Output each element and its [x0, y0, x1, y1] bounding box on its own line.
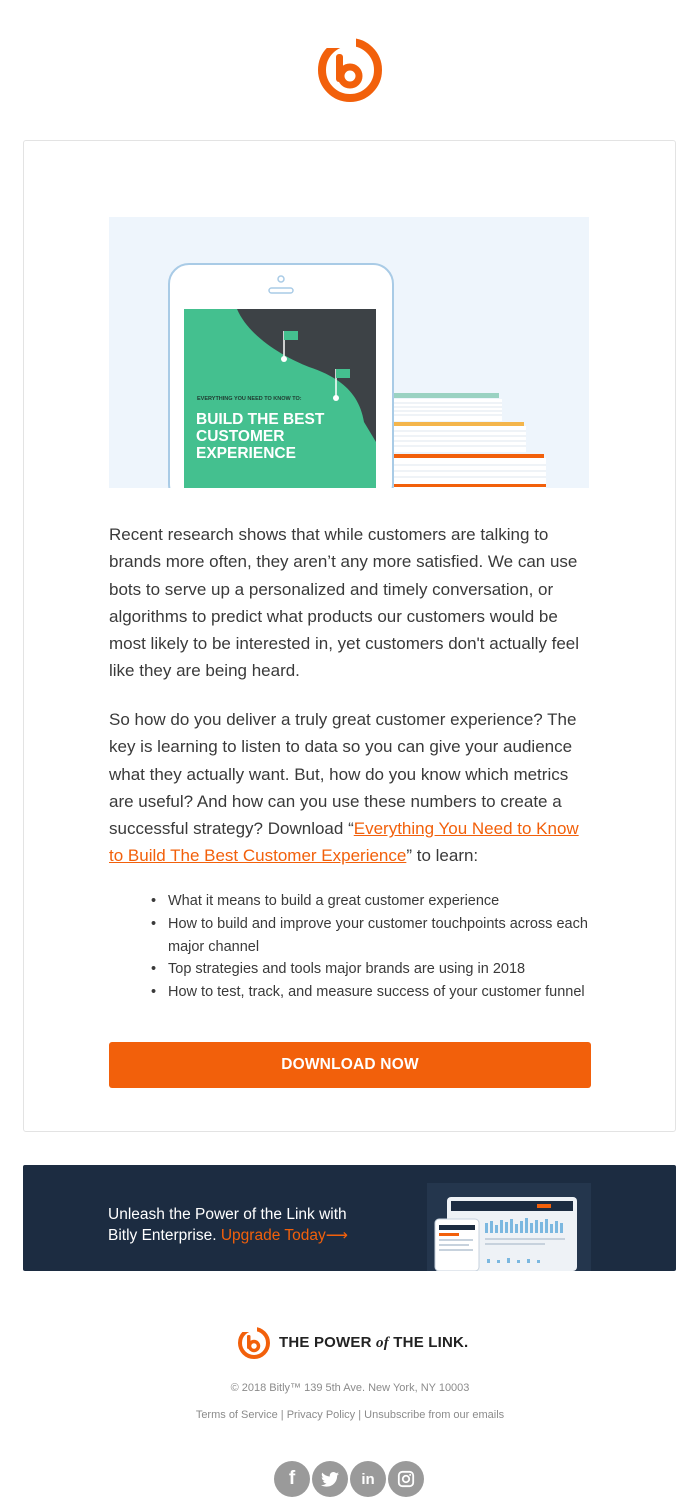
download-paragraph-text: So how do you deliver a truly great customer experience? The key is learning to listen to data so you can give your audience what they actually want. But, how do you know which metrics are useful? And how can you use these numbers to create a successful strategy? Download “ [109, 710, 577, 839]
download-now-button[interactable]: DOWNLOAD NOW [109, 1042, 591, 1088]
dashboard-screenshot [427, 1183, 591, 1271]
facebook-glyph: f [288, 1468, 296, 1489]
linkedin-icon[interactable] [350, 1461, 386, 1497]
link-separator: | [355, 1409, 365, 1421]
upgrade-today-link[interactable]: Upgrade Today⟶ [220, 1227, 348, 1244]
hero-title-line-1: BUILD THE BEST [196, 411, 325, 428]
list-item: • What it means to build a great customer experience [151, 890, 591, 913]
footer-logo[interactable] [237, 1326, 468, 1360]
copyright: © 2018 Bitly™ 139 5th Ave. New York, NY 10003 [230, 1382, 470, 1394]
tagline-part-2: THE LINK. [393, 1334, 469, 1351]
footer-links [0, 1409, 700, 1421]
privacy-policy-link[interactable]: Privacy Policy [286, 1409, 356, 1421]
tagline [279, 1334, 468, 1352]
content-card [23, 140, 676, 1132]
instagram-icon[interactable] [388, 1461, 424, 1497]
linkedin-glyph: in [361, 1470, 375, 1488]
link-separator: | [277, 1409, 287, 1421]
enterprise-banner [23, 1165, 676, 1271]
book-stack [394, 393, 546, 488]
hero-image[interactable] [109, 217, 589, 488]
banner-line-1: Unleash the Power of the Link with [108, 1206, 347, 1223]
list-item: • How to test, track, and measure success of your customer funnel [151, 981, 591, 1004]
tagline-part-1: THE POWER [279, 1334, 372, 1351]
list-item: • Top strategies and tools major brands are using in 2018 [151, 958, 591, 981]
instagram-camera-icon [397, 1470, 415, 1488]
list-item: • How to build and improve your customer touchpoints across each major channel [151, 913, 591, 959]
intro-paragraph: Recent research shows that while customers are talking to brands more often, they aren’t any more satisfied. We can use bots to serve up a personalized and timely conversation, or algorithms to predict what products our customers would be most likely to be interested in, yet customers don't actually feel like they are being heard. [109, 525, 580, 681]
hero-title-line-3: EXPERIENCE [196, 445, 296, 462]
ebook-link[interactable]: Everything You Need to Know to Build The Best Customer Experience [109, 819, 579, 866]
banner-text [108, 1204, 388, 1246]
bitly-logo[interactable] [316, 36, 384, 104]
facebook-icon[interactable] [274, 1461, 310, 1497]
bitly-logo-icon [237, 1326, 271, 1360]
tagline-of: of [376, 1335, 389, 1351]
hero-kicker: EVERYTHING YOU NEED TO KNOW TO: [197, 396, 302, 402]
terms-of-service-link[interactable]: Terms of Service [195, 1409, 278, 1421]
banner-line-2: Bitly Enterprise. [108, 1227, 217, 1244]
twitter-bird-icon [321, 1472, 339, 1487]
benefits-list [151, 890, 591, 1004]
social-links [274, 1461, 424, 1497]
unsubscribe-link[interactable]: Unsubscribe from our emails [364, 1409, 505, 1421]
ebook-illustration [109, 217, 589, 488]
twitter-icon[interactable] [312, 1461, 348, 1497]
download-paragraph-end: ” to learn: [406, 846, 479, 866]
hero-title-line-2: CUSTOMER [196, 428, 285, 445]
download-paragraph [109, 706, 594, 870]
